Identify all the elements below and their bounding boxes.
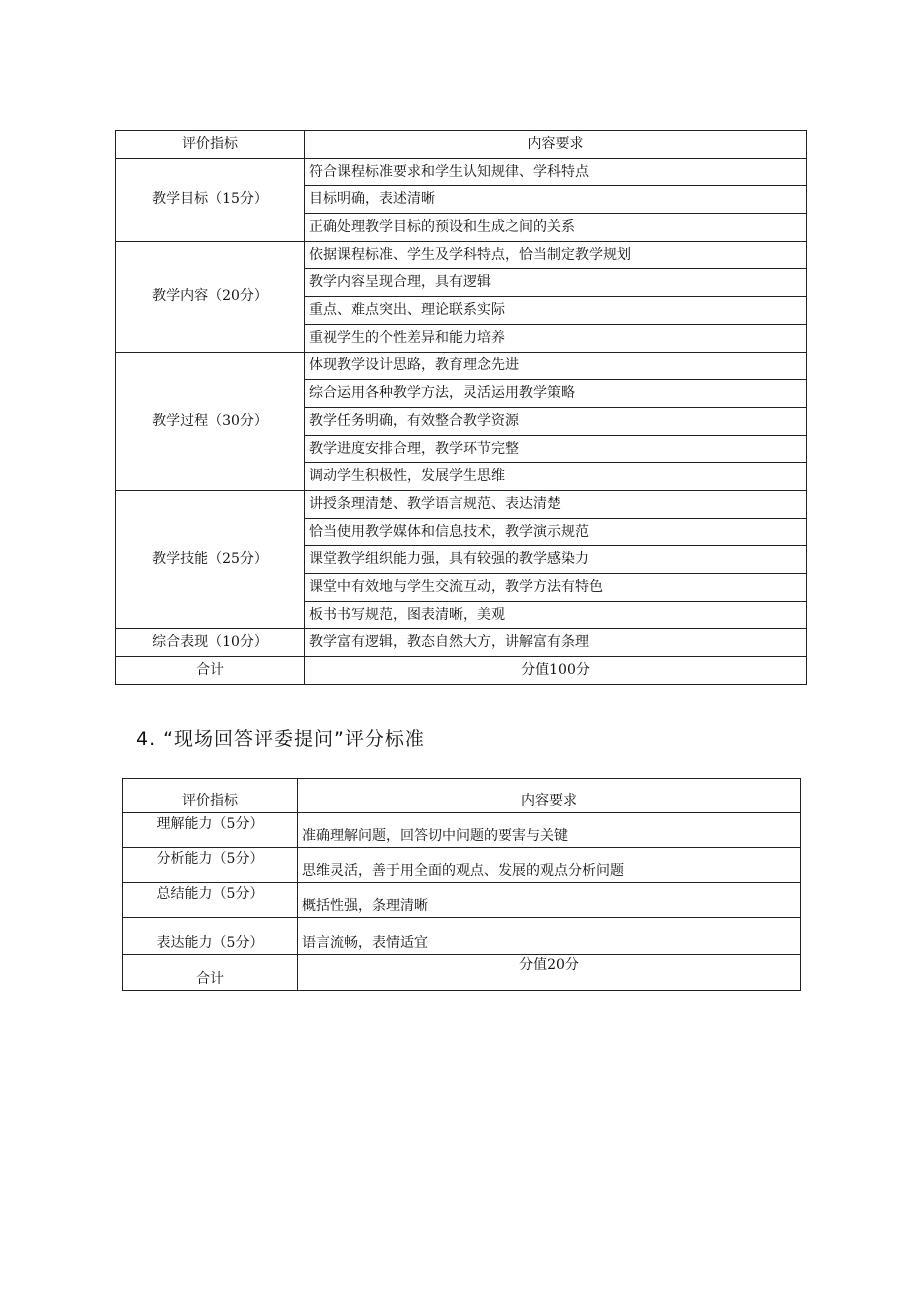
indicator-cell: 表达能力（5分） [123,918,298,955]
requirement-cell: 调动学生积极性，发展学生思维 [305,463,807,491]
table-row [123,918,801,955]
table-header-row [123,779,801,813]
indicator-cell: 教学内容（20分） [116,241,305,352]
requirement-cell: 准确理解问题，回答切中问题的要害与关键 [298,813,801,848]
header-content: 内容要求 [305,131,807,159]
indicator-cell: 理解能力（5分） [123,813,298,848]
total-row [123,955,801,991]
teaching-evaluation-table [115,130,807,685]
table-row [116,158,807,186]
requirement-cell: 概括性强，条理清晰 [298,883,801,918]
total-row [116,657,807,685]
indicator-cell: 总结能力（5分） [123,883,298,918]
table-header-row [116,131,807,159]
header-content: 内容要求 [298,779,801,813]
requirement-cell: 依据课程标准、学生及学科特点，恰当制定教学规划 [305,241,807,269]
table-row [123,848,801,883]
section-heading: 4. “现场回答评委提问”评分标准 [136,728,425,750]
header-indicator: 评价指标 [116,131,305,159]
requirement-cell: 目标明确，表述清晰 [305,186,807,214]
requirement-cell: 课堂教学组织能力强，具有较强的教学感染力 [305,546,807,574]
table-row [123,813,801,848]
requirement-cell: 教学富有逻辑，教态自然大方，讲解富有条理 [305,629,807,657]
indicator-cell: 教学过程（30分） [116,352,305,490]
requirement-cell: 综合运用各种教学方法，灵活运用教学策略 [305,380,807,408]
requirement-cell: 恰当使用教学媒体和信息技术，教学演示规范 [305,518,807,546]
table-row [116,629,807,657]
total-value: 分值20分 [298,955,801,991]
requirement-cell: 思维灵活，善于用全面的观点、发展的观点分析问题 [298,848,801,883]
total-label: 合计 [123,955,298,991]
table-row [116,490,807,518]
header-indicator: 评价指标 [123,779,298,813]
requirement-cell: 正确处理教学目标的预设和生成之间的关系 [305,214,807,242]
requirement-cell: 板书书写规范，图表清晰，美观 [305,601,807,629]
requirement-cell: 教学进度安排合理，教学环节完整 [305,435,807,463]
requirement-cell: 重视学生的个性差异和能力培养 [305,324,807,352]
requirement-cell: 语言流畅，表情适宜 [298,918,801,955]
indicator-cell: 综合表现（10分） [116,629,305,657]
requirement-cell: 教学内容呈现合理，具有逻辑 [305,269,807,297]
total-value: 分值100分 [305,657,807,685]
requirement-cell: 体现教学设计思路，教育理念先进 [305,352,807,380]
requirement-cell: 教学任务明确，有效整合教学资源 [305,407,807,435]
indicator-cell: 教学目标（15分） [116,158,305,241]
table-row [116,241,807,269]
requirement-cell: 重点、难点突出、理论联系实际 [305,297,807,325]
qa-evaluation-table [122,778,801,991]
indicator-cell: 教学技能（25分） [116,490,305,628]
indicator-cell: 分析能力（5分） [123,848,298,883]
requirement-cell: 课堂中有效地与学生交流互动，教学方法有特色 [305,574,807,602]
requirement-cell: 符合课程标准要求和学生认知规律、学科特点 [305,158,807,186]
table-row [116,352,807,380]
requirement-cell: 讲授条理清楚、教学语言规范、表达清楚 [305,490,807,518]
table-row [123,883,801,918]
total-label: 合计 [116,657,305,685]
